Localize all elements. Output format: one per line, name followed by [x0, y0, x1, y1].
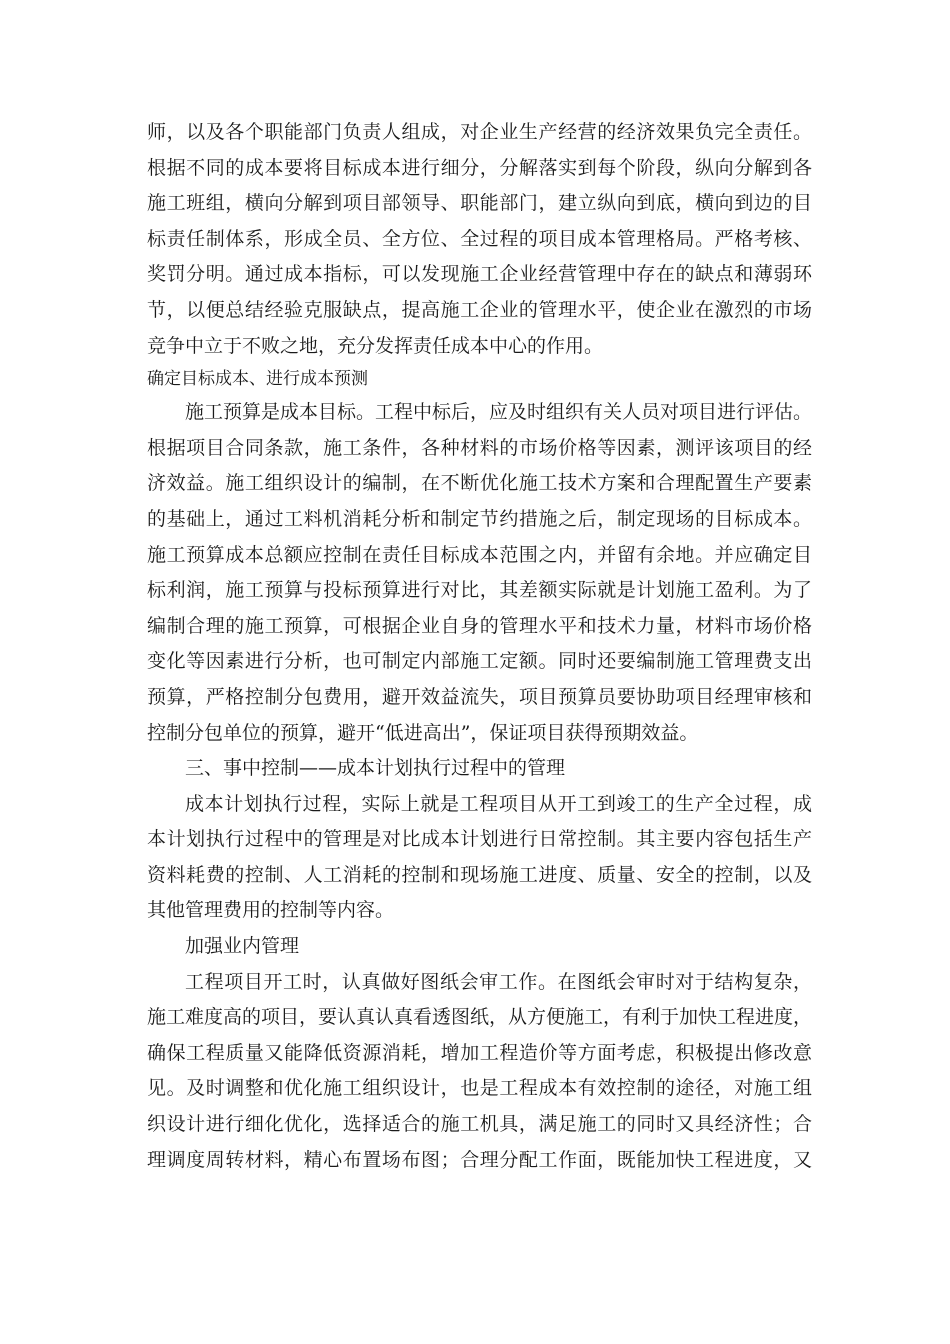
text-line: 见。及时调整和优化施工组织设计，也是工程成本有效控制的途径，对施工组 [147, 1077, 812, 1100]
section-heading: 加强业内管理 [185, 935, 300, 958]
text-line: 的基础上，通过工料机消耗分析和制定节约措施之后，制定现场的目标成本。 [147, 507, 812, 530]
text-line: 竞争中立于不败之地，充分发挥责任成本中心的作用。 [147, 334, 604, 357]
text-line: 根据不同的成本要将目标成本进行细分，分解落实到每个阶段，纵向分解到各 [147, 156, 812, 179]
text-line: 工程项目开工时，认真做好图纸会审工作。在图纸会审时对于结构复杂， [185, 970, 812, 993]
text-line: 根据项目合同条款，施工条件，各种材料的市场价格等因素，测评该项目的经 [147, 436, 812, 459]
text-line: 其他管理费用的控制等内容。 [147, 899, 395, 922]
text-line: 预算，严格控制分包费用，避开效益流失，项目预算员要协助项目经理审核和 [147, 685, 812, 708]
text-line: 成本计划执行过程，实际上就是工程项目从开工到竣工的生产全过程，成 [185, 792, 812, 815]
text-line: 标责任制体系，形成全员、全方位、全过程的项目成本管理格局。严格考核、 [147, 227, 812, 250]
text-line: 施工班组，横向分解到项目部领导、职能部门，建立纵向到底，横向到边的目 [147, 192, 812, 215]
section-heading: 三、事中控制——成本计划执行过程中的管理 [185, 757, 566, 780]
text-line: 奖罚分明。通过成本指标，可以发现施工企业经营管理中存在的缺点和薄弱环 [147, 263, 812, 286]
document-body [147, 115, 812, 1178]
text-line: 织设计进行细化优化，选择适合的施工机具，满足施工的同时又具经济性；合 [147, 1113, 812, 1136]
text-line: 标利润，施工预算与投标预算进行对比，其差额实际就是计划施工盈利。为了 [147, 579, 812, 602]
text-line: 控制分包单位的预算，避开“低进高出”，保证项目获得预期效益。 [147, 721, 699, 744]
text-line: 节，以便总结经验克服缺点，提高施工企业的管理水平，使企业在激烈的市场 [147, 298, 812, 321]
text-line: 施工预算成本总额应控制在责任目标成本范围之内，并留有余地。并应确定目 [147, 543, 812, 566]
text-line: 济效益。施工组织设计的编制，在不断优化施工技术方案和合理配置生产要素 [147, 472, 812, 495]
text-line: 施工难度高的项目，要认真认真看透图纸，从方便施工，有利于加快工程进度， [147, 1006, 813, 1029]
text-line: 理调度周转材料，精心布置场布图；合理分配工作面，既能加快工程进度，又 [147, 1148, 812, 1171]
text-line: 确保工程质量又能降低资源消耗，增加工程造价等方面考虑，积极提出修改意 [147, 1041, 812, 1064]
text-line: 师，以及各个职能部门负责人组成，对企业生产经营的经济效果负完全责任。 [147, 121, 812, 143]
text-line: 资料耗费的控制、人工消耗的控制和现场施工进度、质量、安全的控制，以及 [147, 863, 812, 886]
text-line: 编制合理的施工预算，可根据企业自身的管理水平和技术力量，材料市场价格 [147, 614, 812, 637]
text-line: 施工预算是成本目标。工程中标后，应及时组织有关人员对项目进行评估。 [185, 401, 813, 424]
section-heading: 确定目标成本、进行成本预测 [147, 369, 368, 390]
text-line: 变化等因素进行分析，也可制定内部施工定额。同时还要编制施工管理费支出 [147, 650, 812, 673]
text-line: 本计划执行过程中的管理是对比成本计划进行日常控制。其主要内容包括生产 [147, 828, 812, 851]
